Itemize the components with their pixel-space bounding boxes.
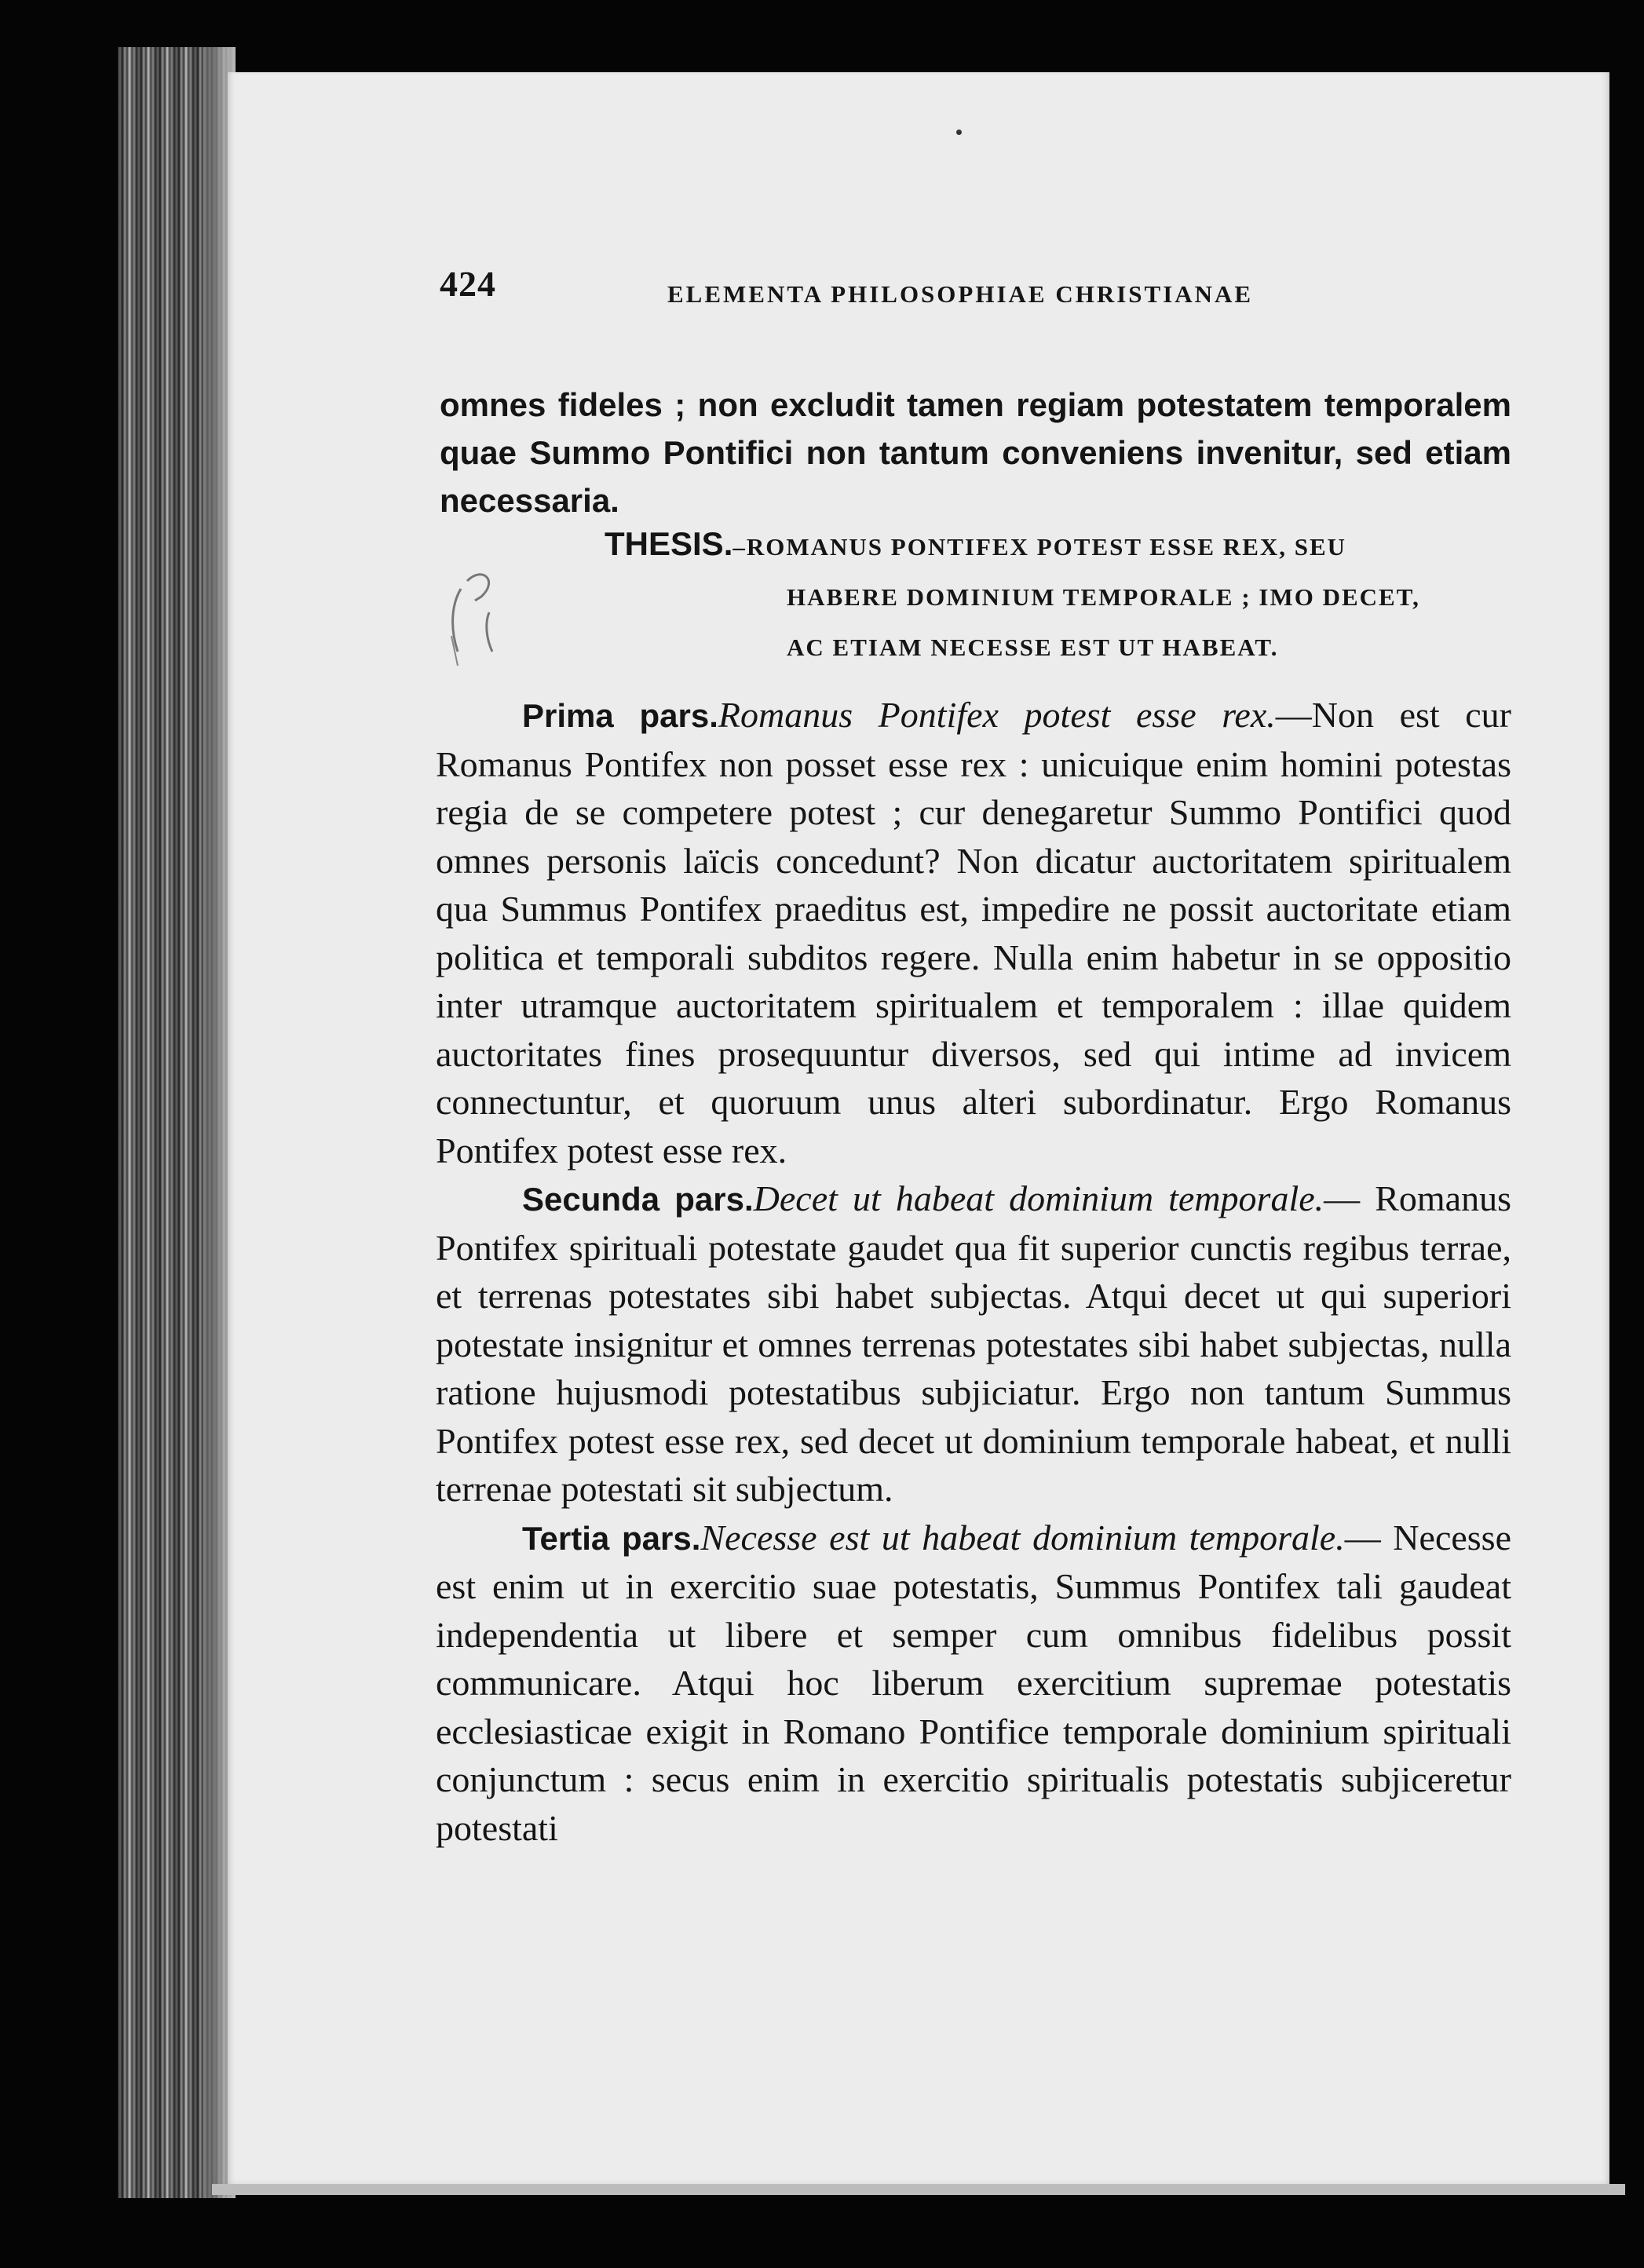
part-text: —Non est cur Romanus Pontifex non posset esse rex : unicuique enim homini potestas regia de se competere potest ; cur denegaretur Summo Pontifici quod omnes personis laïcis concedunt? Non dicatur auctoritatem spiritualem qua Summus Pontifex praeditus est, impedire ne possit auctoritate etiam politica et temporali subditos regere. Nulla enim habetur in se oppositio inter utramque auctoritatem spiritualem et temporalem : illae quidem auctoritates fines prosequuntur diversos, sed qui intime ad invicem connectuntur, et quoruum unus alteri subordinatur. Ergo Romanus Pontifex potest esse rex. [436,695,1511,1171]
running-head [440,263,1511,310]
part-label: Secunda pars. [522,1181,754,1218]
thesis-line-2: HABERE DOMINIUM TEMPORALE ; IMO DECET, [787,583,1420,611]
thesis-label: THESIS. [605,525,733,562]
thesis-block [605,522,1515,673]
part-text: — Romanus Pontifex spirituali potestate gaudet qua fit superior cunctis regibus terrae, et terrenas potestates sibi habet subjectas. Atqui decet ut qui superiori potestate insignitur et omnes terrenas potestates sibi habet subjectas, nulla ratione hujusmodi potestatibus subjiciatur. Ergo non tantum Summus Pontifex potest esse rex, sed decet ut dominium temporale habeat, et nulli terrenae potestati sit subjectum. [436,1178,1511,1509]
running-title: ELEMENTA PHILOSOPHIAE CHRISTIANAE [667,280,1254,308]
thesis-line-1: –ROMANUS PONTIFEX POTEST ESSE REX, SEU [732,533,1347,561]
opening-paragraph: omnes fideles ; non excludit tamen regiam potestatem temporalem quae Summo Pontifici non tantum conveniens invenitur, sed etiam necessaria. [440,386,1511,519]
pencil-annotation-icon [444,565,506,667]
speck-mark [956,130,962,135]
part-title: Necesse est ut habeat dominium temporale. [700,1517,1345,1558]
part-title: Decet ut habeat dominium temporale. [753,1178,1324,1218]
page-edge [212,2184,1625,2195]
book-binding [118,47,236,2198]
paragraph-tertia-pars [436,1514,1511,1853]
paragraph-secunda-pars [436,1174,1511,1514]
part-text: — Necesse est enim ut in exercitio suae potestatis, Summus Pontifex tali gaudeat independentia ut libere et semper cum omnibus fidelibus possit communicare. Atqui hoc liberum exercitium supremae potestatis ecclesiasticae exigit in Romano Pontifice temporale dominium spirituali conjunctum : secus enim in exercitio spiritualis potestatis subjiceretur potestati [436,1517,1511,1848]
page-number: 424 [440,264,496,304]
part-label: Prima pars. [522,697,718,734]
body-text [436,691,1511,1852]
part-label: Tertia pars. [522,1519,701,1557]
part-title: Romanus Pontifex potest esse rex. [718,695,1276,735]
paragraph-prima-pars [436,691,1511,1174]
thesis-line-3: AC ETIAM NECESSE EST UT HABEAT. [787,634,1279,661]
